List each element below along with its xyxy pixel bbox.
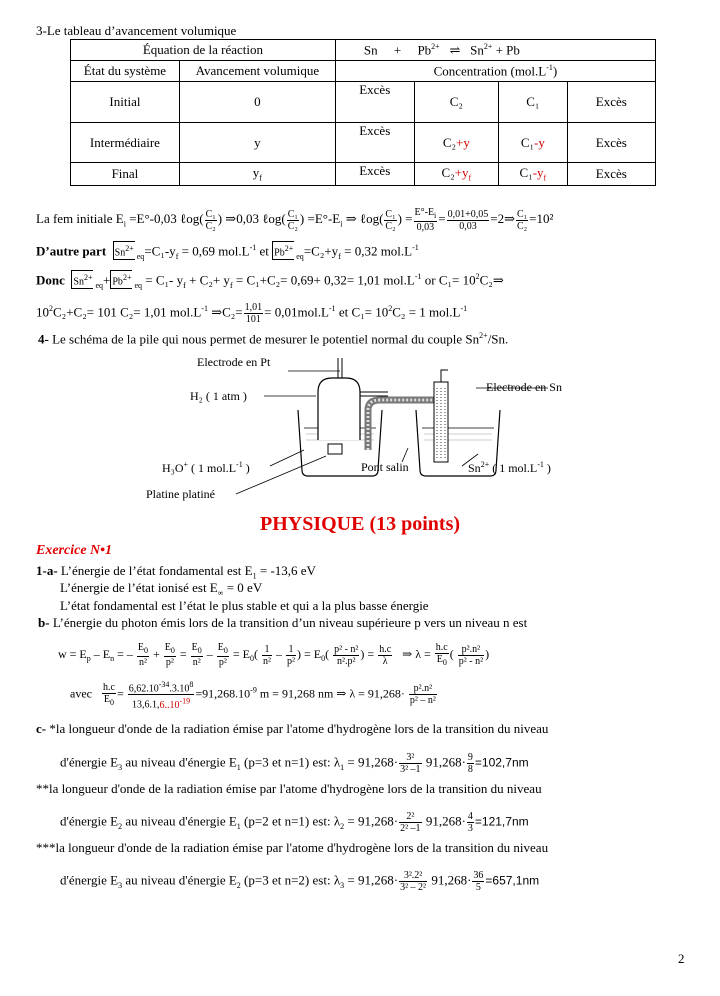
cell: $C_1-y_f$: [499, 163, 568, 186]
cell: C₁: [499, 82, 568, 123]
col-conc: Concentration $(mol.L^{-1})$: [335, 61, 655, 82]
c3-line1: ***la longueur d'onde de la radiation émise par l'atome d'hydrogène lors de la transition du niveau: [36, 840, 549, 855]
label-salt-bridge: Pont salin: [361, 460, 409, 474]
c1-line1: c- *la longueur d'onde de la radiation émise par l'atome d'hydrogène lors de la transition du niveau: [36, 721, 549, 736]
eq-pb: Pb: [417, 42, 432, 58]
row-initial-state: Initial: [71, 82, 180, 123]
eq-sn: Sn: [363, 42, 378, 58]
cell: Excès: [335, 123, 414, 163]
q1a-line: 1-a- L’énergie de l’état fondamental est $E_1 = -13,6$ eV: [36, 563, 316, 581]
eq-pb-product: + Pb: [495, 42, 520, 58]
col-adv: Avancement volumique: [179, 61, 335, 82]
cell: Excès: [567, 163, 655, 186]
eq-charge: 2+: [431, 41, 440, 51]
donc-line: Donc $Sn^{2+}_{eq}+ Pb^{2+}_{eq} = C_1-$ $y_f + C_2+ y_f = C_1+C_2= 0,69+ 0,32= 1,01$ $mol.L^{-1}$ or $C_1= 10^2C_2\Rightarrow$: [36, 272, 504, 290]
q1a-line2: L’énergie de l’état ionisé est $E_\infty = 0$ eV: [60, 580, 263, 598]
physics-title: PHYSIQUE (13 points): [259, 513, 461, 535]
cell: $C_2+y_f$: [414, 163, 498, 186]
section-title: 3-Le tableau d’avancement volumique: [36, 23, 237, 38]
equation-label: Équation de la réaction: [71, 40, 336, 61]
hydrogen-bell: [318, 378, 360, 440]
cell: C₁-y: [499, 123, 568, 163]
row-inter-adv: y: [179, 123, 335, 163]
row-final-state: Final: [71, 163, 180, 186]
cell: Excès: [335, 82, 414, 123]
cell: Excès: [567, 82, 655, 123]
c1-line2: d'énergie $E_3$ au niveau d'énergie $E_1$ (p=3 et n=1) est: $\lambda_1 = 91,268\cdot$ $\frac{\text{3²}}{\text{3² –1}}$ 91,268· $\frac{9}{8}$ =102,7nm: [60, 752, 529, 775]
label-sn-solution: $Sn^{2+}$ ( 1 $mol.L^{-1}$ ): [468, 460, 551, 475]
cell: Excès: [335, 163, 414, 186]
label-platinum: Platine platiné: [146, 487, 215, 501]
row-final-adv: $y_f$: [179, 163, 335, 186]
label-electrode-pt: Electrode en Pt: [197, 355, 271, 369]
label-h3o: H₃O+ ( 1 $mol.L^{-1}$ ): [162, 460, 250, 475]
eq-arrow: ⇌: [449, 42, 461, 58]
reaction-equation: [335, 40, 655, 61]
eq-plus: +: [393, 42, 402, 58]
autre-part-line: D’autre part $Sn^{2+}_{eq}=C_1-y_f = 0,69$ $mol.L^{-1}$ et $Pb^{2+}_{eq}=C_2+y_f = 0,32$ $mol.L^{-1}$: [36, 243, 419, 261]
q1b-line: b- L’énergie du photon émis lors de la transition d’un niveau supérieure p vers un niveau n est: [38, 615, 528, 630]
col-state: État du système: [71, 61, 180, 82]
schema-line: 4- Le schéma de la pile qui nous permet de mesurer le potentiel normal du couple $Sn^{2+}/Sn$.: [38, 331, 509, 347]
q1a-line3: L’état fondamental est l’état le plus stable et qui a la plus basse énergie: [60, 598, 429, 613]
c2-line1: **la longueur d'onde de la radiation émise par l'atome d'hydrogène lors de la transition du niveau: [36, 781, 542, 796]
row-initial-adv: 0: [179, 82, 335, 123]
cell: Excès: [567, 123, 655, 163]
row-inter-state: Intermédiaire: [71, 123, 180, 163]
exercise-title: Exercice N•1: [36, 543, 113, 558]
c3-line2: d'énergie $E_3$ au niveau d'énergie $E_2$ (p=3 et n=2) est: $\lambda_3 = 91,268\cdot$ $\frac{\text{3².2²}}{\text{3² – 2²}}$ 91,268· $\frac{36}{5}$ =657,1nm: [60, 870, 540, 893]
eq-sn2: Sn: [470, 42, 484, 58]
platinum-plate: [328, 444, 342, 454]
cell: C₂: [414, 82, 498, 123]
fem-line: La fem initiale $E_i =E^\circ-0,03$ ℓog( $\frac{\text{C₁}}{\text{C₂}}$ ) ⇒0,03 ℓog( $\frac{\text{C₁}}{\text{C₂}}$ ) $=E^\circ-E_i$ ⇒ ℓog( $\frac{\text{C₁}}{\text{C₂}}$ ) = $\frac{E^\circ-E_i}{0,03}$ = $\frac{0,01+0,05}{0,03}$ =2⇒ $\frac{\text{C₁}}{\text{C₂}}$ =10²: [36, 207, 554, 233]
c2-line: $10^2C_2+C_2= 101$ C₂= 1,01 $mol.L^{-1}$ ⇒C₂= $\frac{1,01}{101}$ = $0,01mol.L^{-1}$ et $C_1= 10^2C_2 = 1$ $mol.L^{-1}$: [36, 302, 468, 325]
advancement-table: [70, 39, 656, 186]
page-number: 2: [678, 951, 685, 966]
label-electrode-sn: Electrode en Sn: [486, 380, 562, 394]
w-formula: $w = E_p - E_n$ = – $\frac{E_0}{\text{n²}}$ + $\frac{E_0}{\text{p²}}$ = $\frac{E_0}{\text{n²}}$ – $\frac{E_0}{\text{p²}}$ = $E_0$( $\frac{1}{\text{n²}}$ – $\frac{1}{\text{p²}}$ ) = $E_0$( $\frac{\text{p² - n²}}{\text{n².p²}}$ ) = $\frac{h.c}{\lambda}$ ⇒ λ = $\frac{h.c}{E_0}$ ( $\frac{\text{p².n²}}{\text{p² - n²}}$ ): [58, 642, 490, 668]
pt-wire: [338, 358, 342, 378]
eq-charge2: 2+: [483, 41, 493, 51]
c2-line2: d'énergie $E_2$ au niveau d'énergie $E_1$ (p=2 et n=1) est: $\lambda_2 = 91,268\cdot$ $\frac{\text{2²}}{\text{2² –1}}$ 91,268· $\frac{4}{3}$ =121,7nm: [60, 811, 529, 834]
avec-line: avec $\frac{h.c}{E_0}$ = $\frac{6,62.10^{-34}.3.10^8}{13,6.1,6..10^{-19}}$ $=91,268.10^{-9}$ m = 91,268 nm ⇒ λ = 91,268· $\frac{\text{p².n²}}{\text{p² – n²}}$: [70, 680, 436, 711]
cell: C₂+y: [414, 123, 498, 163]
h2-inlet: [360, 392, 388, 396]
label-h2: H₂ ( 1 atm ): [190, 389, 247, 403]
